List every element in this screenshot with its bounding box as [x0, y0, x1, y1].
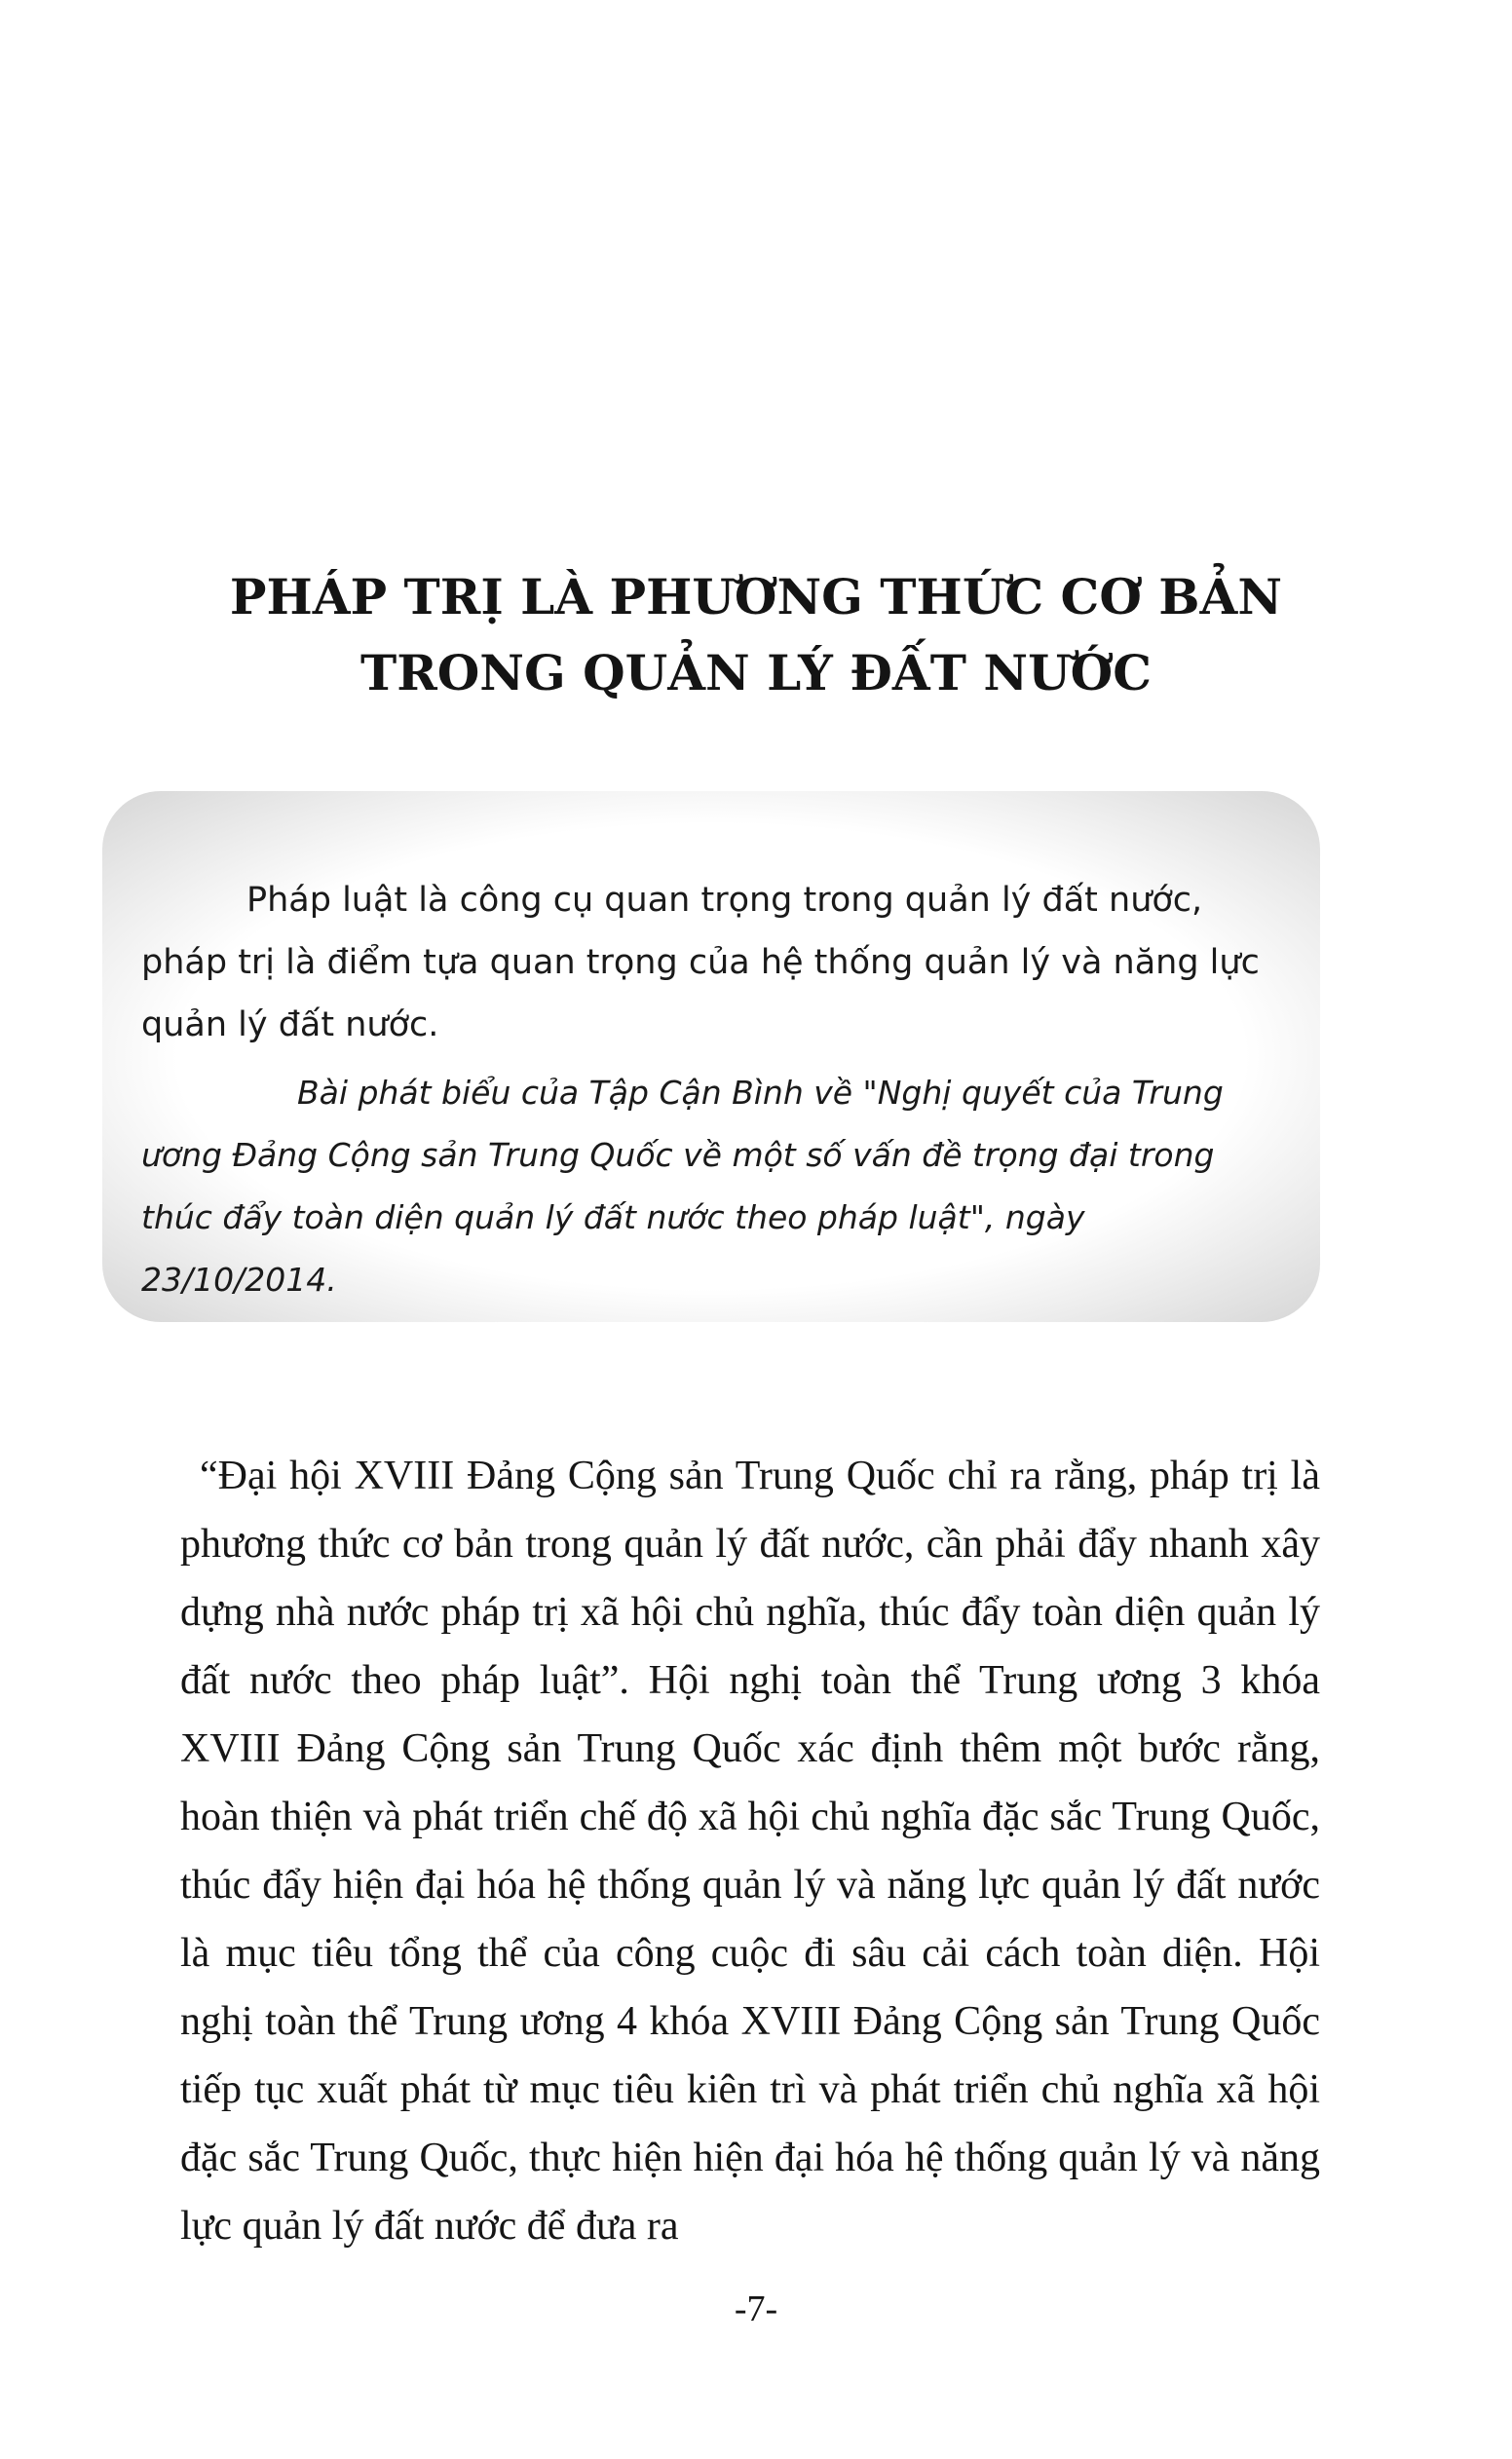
epigraph-quote-text: Pháp luật là công cụ quan trọng trong quản lý đất nước, pháp trị là điểm tựa quan trọng của hệ thống quản lý và năng lực quản lý đất nước. [141, 881, 1260, 1044]
epigraph-source [141, 1062, 1266, 1311]
epigraph-quote [141, 869, 1266, 1056]
body-text [180, 1442, 1320, 2260]
title-line-2: TRONG QUẢN LÝ ĐẤT NƯỚC [359, 643, 1152, 701]
body-paragraph: “Đại hội XVIII Đảng Cộng sản Trung Quốc chỉ ra rằng, pháp trị là phương thức cơ bản trong quản lý đất nước, cần phải đẩy nhanh xây dựng nhà nước pháp trị xã hội chủ nghĩa, thúc đẩy toàn diện quản lý đất nước theo pháp luật”. Hội nghị toàn thể Trung ương 3 khóa XVIII Đảng Cộng sản Trung Quốc xác định thêm một bước rằng, hoàn thiện và phát triển chế độ xã hội chủ nghĩa đặc sắc Trung Quốc, thúc đẩy hiện đại hóa hệ thống quản lý và năng lực quản lý đất nước là mục tiêu tổng thể của công cuộc đi sâu cải cách toàn diện. Hội nghị toàn thể Trung ương 4 khóa XVIII Đảng Cộng sản Trung Quốc tiếp tục xuất phát từ mục tiêu kiên trì và phát triển chủ nghĩa xã hội đặc sắc Trung Quốc, thực hiện hiện đại hóa hệ thống quản lý và năng lực quản lý đất nước để đưa ra [180, 1454, 1320, 2249]
page-number: -7- [734, 2289, 778, 2329]
title-line-1: PHÁP TRỊ LÀ PHƯƠNG THỨC CƠ BẢN [229, 567, 1283, 625]
page-title [156, 559, 1356, 711]
epigraph-source-text: Bài phát biểu của Tập Cận Bình về "Nghị quyết của Trung ương Đảng Cộng sản Trung Quốc về một số vấn đề trọng đại trong thúc đẩy toàn diện quản lý đất nước theo pháp luật", ngày 23/10/2014. [141, 1074, 1224, 1299]
